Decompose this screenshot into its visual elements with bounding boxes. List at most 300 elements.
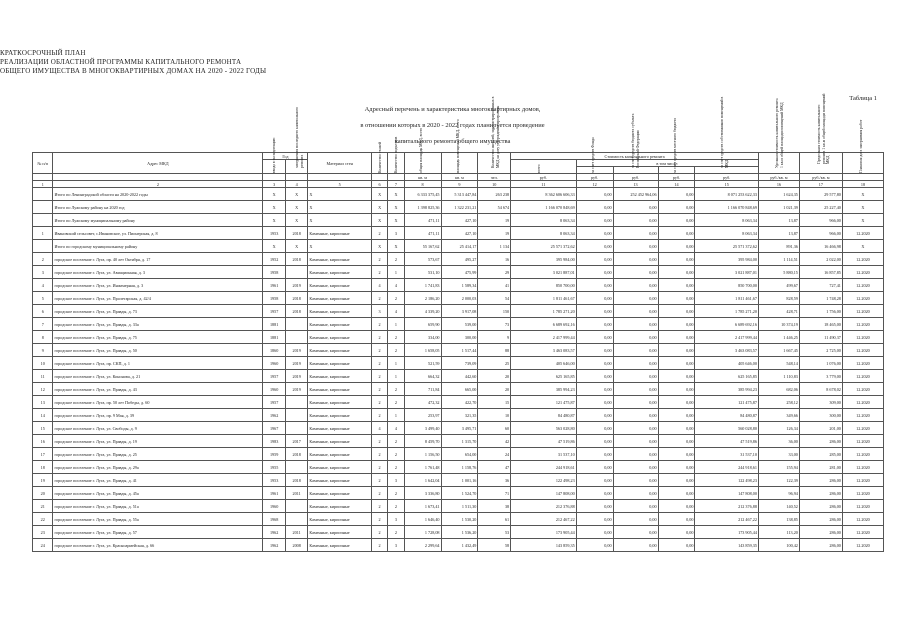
table-cell: 0,00 xyxy=(658,383,695,396)
table-cell: 22 xyxy=(33,513,53,526)
header-cost-group: Стоимость капитального ремонта xyxy=(511,153,759,160)
table-cell: 19 xyxy=(33,474,53,487)
table-row xyxy=(33,396,884,409)
table-cell: 212 467,22 xyxy=(695,513,759,526)
table-cell: 244 918,61 xyxy=(511,461,577,474)
table-cell: 1955 xyxy=(263,461,286,474)
table-cell: 625 165,85 xyxy=(511,370,577,383)
document-title xyxy=(0,49,905,76)
header-region: за счет средств бюджета субъекта Российской Федерации xyxy=(613,167,658,174)
table-cell: 0,00 xyxy=(576,318,613,331)
table-cell: 2 000,03 xyxy=(441,292,478,305)
table-cell: 2 417 999,44 xyxy=(695,331,759,344)
table-cell: Х xyxy=(371,240,387,253)
table-cell: 2008 xyxy=(285,539,308,552)
table-cell: городское поселение г. Луга, ул. Правды, д. 19 xyxy=(53,435,263,448)
table-cell: Х xyxy=(388,240,404,253)
table-cell: 71 xyxy=(478,487,511,500)
subtitle-line-3: капитального ремонта общего имущества xyxy=(394,138,511,145)
table-cell: 147 808,00 xyxy=(511,487,577,500)
table-cell: 0,00 xyxy=(576,253,613,266)
table-cell xyxy=(285,409,308,422)
table-cell: 0,00 xyxy=(613,240,658,253)
table-cell: 0,00 xyxy=(576,266,613,279)
title-line-2: РЕАЛИЗАЦИИ ОБЛАСТНОЙ ПРОГРАММЫ КАПИТАЛЬНОГО РЕМОНТА xyxy=(0,58,242,66)
table-cell: Каменные, кирпичные xyxy=(308,526,371,539)
table-cell: 0,00 xyxy=(576,409,613,422)
table-cell: 1962 xyxy=(263,539,286,552)
header-incl: в том числе: xyxy=(576,160,758,167)
table-cell: 0,00 xyxy=(576,461,613,474)
table-cell: 12.2020 xyxy=(842,227,883,240)
table-cell: Каменные, кирпичные xyxy=(308,474,371,487)
table-row xyxy=(33,370,884,383)
table-cell: 0,00 xyxy=(658,357,695,370)
table-cell: 2 725,00 xyxy=(799,344,842,357)
table-cell: 15 xyxy=(478,396,511,409)
table-cell: 2 022,00 xyxy=(799,253,842,266)
table-cell: 1 642,04 xyxy=(404,474,441,487)
table-cell: городское поселение г. Луга, ул. Правды, д. 25 xyxy=(53,448,263,461)
table-cell: Каменные, кирпичные xyxy=(308,500,371,513)
header-owners: за счет средств собственников помещений в МКД xyxy=(695,167,759,174)
table-cell: 3 xyxy=(263,181,286,188)
table-cell: Х xyxy=(371,201,387,214)
table-cell: 2019 xyxy=(285,357,308,370)
table-cell: 140,52 xyxy=(758,500,799,513)
table-cell: 258,12 xyxy=(758,396,799,409)
table-cell: 1 xyxy=(388,370,404,383)
table-cell: 664,32 xyxy=(404,370,441,383)
table-cell: 2018 xyxy=(285,448,308,461)
table-row xyxy=(33,331,884,344)
table-cell: 0,00 xyxy=(658,422,695,435)
table-cell: 0,00 xyxy=(613,435,658,448)
table-cell: 0,00 xyxy=(658,370,695,383)
table-cell: 0,00 xyxy=(658,279,695,292)
table-cell: 286,00 xyxy=(799,487,842,500)
table-cell: 2 xyxy=(371,292,387,305)
table-cell: городское поселение г. Луга, пр. 50 лет Победы, д. 60 xyxy=(53,396,263,409)
table-cell: 6 xyxy=(371,181,387,188)
table-row xyxy=(33,409,884,422)
header-floors: Количество этажей xyxy=(371,153,387,174)
table-cell: 0,00 xyxy=(613,487,658,500)
table-cell: Х xyxy=(308,188,371,201)
table-cell: 1957 xyxy=(263,305,286,318)
table-cell: 422,70 xyxy=(441,396,478,409)
table-cell: 4 xyxy=(371,422,387,435)
table-cell: 42 xyxy=(478,435,511,448)
table-cell: 12.2020 xyxy=(842,370,883,383)
table-cell: 3 xyxy=(371,305,387,318)
table-cell: 212 376,88 xyxy=(511,500,577,513)
table-cell: 2018 xyxy=(285,253,308,266)
table-cell: 1 076,00 xyxy=(799,357,842,370)
table-row xyxy=(33,240,884,253)
table-cell: 1 785 271,20 xyxy=(695,305,759,318)
table-cell: 9 xyxy=(33,344,53,357)
table-cell: 1957 xyxy=(263,370,286,383)
table-cell: 2019 xyxy=(285,279,308,292)
table-cell: 173 905,44 xyxy=(695,526,759,539)
table-cell: 1962 xyxy=(263,409,286,422)
table-cell: 0,00 xyxy=(576,370,613,383)
table-cell: 6 689 692,16 xyxy=(695,318,759,331)
table-cell: 25 xyxy=(478,357,511,370)
table-cell: 286,00 xyxy=(799,474,842,487)
table-cell: 6 xyxy=(33,305,53,318)
table-cell: 13 xyxy=(613,181,658,188)
table-row xyxy=(33,253,884,266)
table-cell: 0,00 xyxy=(576,305,613,318)
table-cell: 2 417 999,44 xyxy=(511,331,577,344)
header-residents: Количество жителей, зарегистрированных в МКД на дату утверждения программы xyxy=(478,153,511,174)
table-cell: 73 xyxy=(478,318,511,331)
table-cell: 539,00 xyxy=(441,318,478,331)
table-cell: 0,00 xyxy=(613,448,658,461)
table-cell: 0,00 xyxy=(576,383,613,396)
table-cell: 0,00 xyxy=(576,227,613,240)
table-cell: 3 xyxy=(388,539,404,552)
table-cell: 891,36 xyxy=(758,240,799,253)
table-cell: 2 xyxy=(371,370,387,383)
table-cell: 2 xyxy=(33,253,53,266)
table-cell: 395 984,00 xyxy=(695,253,759,266)
table-cell: 2 xyxy=(371,487,387,500)
table-cell: 1860 xyxy=(263,344,286,357)
table-cell: Каменные, кирпичные xyxy=(308,318,371,331)
table-cell: 0,00 xyxy=(576,396,613,409)
table-cell: 2 xyxy=(388,292,404,305)
table-cell: 850 700,00 xyxy=(511,279,577,292)
table-cell: 61 xyxy=(478,513,511,526)
table-cell: 428,71 xyxy=(758,305,799,318)
table-cell: 9 xyxy=(441,181,478,188)
table-cell: 16 466,98 xyxy=(799,240,842,253)
table-cell: 8 063,34 xyxy=(695,214,759,227)
table-cell: 11 490,37 xyxy=(799,331,842,344)
table-cell: 0,00 xyxy=(613,409,658,422)
table-cell: 12.2020 xyxy=(842,539,883,552)
table-cell: 121 475,87 xyxy=(695,396,759,409)
table-cell: 0,00 xyxy=(613,292,658,305)
table-cell: 4 xyxy=(388,305,404,318)
table-cell: 2019 xyxy=(285,370,308,383)
table-cell: 122 498,23 xyxy=(695,474,759,487)
table-cell: 12.2020 xyxy=(842,513,883,526)
header-local: за счет средств местного бюджета xyxy=(658,167,695,174)
title-line-1: КРАТКОСРОЧНЫЙ ПЛАН xyxy=(0,49,86,57)
table-cell: 17 xyxy=(799,181,842,188)
table-cell: 25 227,40 xyxy=(799,201,842,214)
header-total: всего xyxy=(511,160,577,174)
table-cell: 8 362 606 606,33 xyxy=(511,188,577,201)
table-cell: руб. xyxy=(613,174,658,181)
table-cell: 12.2020 xyxy=(842,253,883,266)
table-cell: 1 156,50 xyxy=(404,448,441,461)
table-cell: 5 313 447,84 xyxy=(441,188,478,201)
table-cell: 727,41 xyxy=(799,279,842,292)
table-cell: 385 994,23 xyxy=(511,383,577,396)
table-cell: 472,32 xyxy=(404,396,441,409)
title-line-3: ОБЩЕГО ИМУЩЕСТВА В МНОГОКВАРТИРНЫХ ДОМАХ НА 2020 - 2022 ГОДЫ xyxy=(0,67,267,75)
table-cell: городское поселение г. Луга, пр. 40 лет Октября, д. 17 xyxy=(53,253,263,266)
table-cell: 18 465,00 xyxy=(799,318,842,331)
table-cell: Каменные, кирпичные xyxy=(308,422,371,435)
table-cell: 0,00 xyxy=(613,201,658,214)
table-cell: Каменные, кирпичные xyxy=(308,305,371,318)
table-cell: 2 186,20 xyxy=(404,292,441,305)
table-cell: 17 xyxy=(33,448,53,461)
table-cell: 442,60 xyxy=(441,370,478,383)
table-cell: 2019 xyxy=(285,383,308,396)
column-numbers-row xyxy=(33,181,884,188)
table-cell: 2 xyxy=(371,266,387,279)
table-cell: 0,00 xyxy=(576,513,613,526)
table-cell xyxy=(308,174,371,181)
table-row xyxy=(33,474,884,487)
table-cell: 12.2020 xyxy=(842,409,883,422)
header-no: № п/п xyxy=(33,153,53,174)
table-cell: 1 741,83 xyxy=(404,279,441,292)
table-cell: 0,00 xyxy=(613,305,658,318)
table-cell: 100,42 xyxy=(758,539,799,552)
table-cell: 4 xyxy=(371,279,387,292)
table-cell: 1960 xyxy=(263,500,286,513)
table-cell: 38 xyxy=(478,500,511,513)
table-cell: городское поселение г. Луга, ул. Правды, д. 57 xyxy=(53,526,263,539)
table-cell: 58 xyxy=(478,539,511,552)
table-cell: 8 678,02 xyxy=(799,383,842,396)
table-cell: 3 xyxy=(388,227,404,240)
table-cell: 4 339,20 xyxy=(404,305,441,318)
table-cell: Х xyxy=(388,214,404,227)
table-cell: 0,00 xyxy=(658,513,695,526)
table-cell: 281,00 xyxy=(799,461,842,474)
table-cell: 286,00 xyxy=(799,513,842,526)
table-cell: 7 xyxy=(33,318,53,331)
table-cell: Итого по Лужскому муниципальному району xyxy=(53,214,263,227)
table-cell: 573,67 xyxy=(404,253,441,266)
table-cell: городское поселение г. Луга, ул. Правды, д. 73 xyxy=(53,305,263,318)
table-cell: 285,00 xyxy=(799,448,842,461)
table-cell: 1968 xyxy=(263,513,286,526)
table-cell: Х xyxy=(308,240,371,253)
table-cell: 14 xyxy=(658,181,695,188)
table-cell: 395 984,00 xyxy=(511,253,577,266)
table-cell: 150 xyxy=(478,305,511,318)
table-cell: 9 xyxy=(478,331,511,344)
table-cell: Каменные, кирпичные xyxy=(308,461,371,474)
table-cell: Каменные, кирпичные xyxy=(308,539,371,552)
table-row xyxy=(33,513,884,526)
table-cell: 24 xyxy=(478,448,511,461)
table-cell: 563 028,80 xyxy=(511,422,577,435)
table-cell: 12.2020 xyxy=(842,331,883,344)
table-cell: 12.2020 xyxy=(842,292,883,305)
table-cell: 0,00 xyxy=(658,201,695,214)
header-year-group: Год xyxy=(263,153,308,160)
table-cell: 1 511,30 xyxy=(441,500,478,513)
table-cell: Х xyxy=(842,188,883,201)
table-cell: 12.2020 xyxy=(842,305,883,318)
table-cell: 0,00 xyxy=(576,292,613,305)
table-cell: 385 994,23 xyxy=(695,383,759,396)
header-area-living: площадь помещений МКД, всего xyxy=(441,153,478,174)
table-cell xyxy=(285,422,308,435)
table-cell: 3 463 083,57 xyxy=(511,344,577,357)
header-fund: за счет средств Фонда xyxy=(576,167,613,174)
table-cell: 1 xyxy=(388,266,404,279)
table-cell: 2 xyxy=(388,500,404,513)
table-cell: 24 xyxy=(33,539,53,552)
table-cell: 6 689 692,16 xyxy=(511,318,577,331)
table-cell: 405 646,00 xyxy=(695,357,759,370)
table-cell: Х xyxy=(263,188,286,201)
table-cell: 1961 xyxy=(263,487,286,500)
table-cell: 36 xyxy=(478,474,511,487)
table-cell: 0,00 xyxy=(658,214,695,227)
table-cell: 1 166 070 848,69 xyxy=(511,201,577,214)
table-cell: 15 xyxy=(695,181,759,188)
table-cell: 300,00 xyxy=(799,409,842,422)
table-cell xyxy=(53,174,263,181)
table-cell: Х xyxy=(308,214,371,227)
table-cell: 0,00 xyxy=(658,500,695,513)
table-cell: 2 xyxy=(371,344,387,357)
table-cell: 1881 xyxy=(263,331,286,344)
table-cell: 5 xyxy=(33,292,53,305)
table-cell: 212 376,88 xyxy=(695,500,759,513)
table-cell: 1 785 271,20 xyxy=(511,305,577,318)
table-cell: Х xyxy=(285,240,308,253)
table-cell: 2 xyxy=(388,383,404,396)
table-cell xyxy=(285,174,308,181)
table-cell: 665,00 xyxy=(441,383,478,396)
table-cell: Х xyxy=(263,240,286,253)
table-cell: 2 xyxy=(388,448,404,461)
table-row xyxy=(33,318,884,331)
column-numbers-line xyxy=(33,181,884,188)
table-cell: 3 xyxy=(33,266,53,279)
table-cell: 2 299,64 xyxy=(404,539,441,552)
table-cell: 0,00 xyxy=(576,539,613,552)
table-cell: 3 779,00 xyxy=(799,370,842,383)
table-cell: 13,87 xyxy=(758,214,799,227)
table-cell: 0,00 xyxy=(576,435,613,448)
table-row xyxy=(33,279,884,292)
table-cell: 25 414,17 xyxy=(441,240,478,253)
table-cell: 12.2020 xyxy=(842,474,883,487)
table-number: Таблица 1 xyxy=(849,95,877,102)
table-cell: 4 xyxy=(285,181,308,188)
table-cell: 12.2020 xyxy=(842,500,883,513)
subtitle-line-1: Адресный перечень и характеристика многоквартирных домов, xyxy=(364,106,541,113)
table-cell: 13 xyxy=(33,396,53,409)
table-cell: 321,35 xyxy=(441,409,478,422)
table-cell: 1 536,20 xyxy=(441,526,478,539)
table-cell xyxy=(371,174,387,181)
header-year-last: завершения последнего капитального ремонта xyxy=(285,160,308,174)
table-cell: 499,67 xyxy=(758,279,799,292)
table-cell: 1 110,83 xyxy=(758,370,799,383)
table-cell: городское поселение г. Луга, ул. Правды, д. 50 xyxy=(53,344,263,357)
table-cell: 300,00 xyxy=(441,331,478,344)
table-row xyxy=(33,422,884,435)
table-cell: Х xyxy=(371,188,387,201)
table-cell: 8 xyxy=(404,181,441,188)
table-cell: 0,00 xyxy=(613,357,658,370)
table-cell: руб./кв. м xyxy=(758,174,799,181)
table-cell xyxy=(285,461,308,474)
table-cell: 2 xyxy=(371,227,387,240)
table-cell: 1 811 461,67 xyxy=(695,292,759,305)
table-cell: 244 918,61 xyxy=(695,461,759,474)
table-cell: Каменные, кирпичные xyxy=(308,448,371,461)
table-cell: 1 748,28 xyxy=(799,292,842,305)
table-cell: 2 xyxy=(371,435,387,448)
table-cell: 8 071 253 622,33 xyxy=(695,188,759,201)
table-cell: 18 xyxy=(33,461,53,474)
table-cell: 0,00 xyxy=(658,240,695,253)
table-cell: 495,27 xyxy=(441,253,478,266)
table-cell: 54 xyxy=(478,292,511,305)
table-cell: 4 xyxy=(388,279,404,292)
table-cell: городское поселение г. Луга, ул. Правды, д. 43 xyxy=(53,383,263,396)
table-cell: городское поселение г. Луга, ул. Инженерная, д. 3 xyxy=(53,279,263,292)
header-entrances: Количество подъездов xyxy=(388,153,404,174)
table-cell: 4 xyxy=(33,279,53,292)
table-cell: 11 xyxy=(511,181,577,188)
table-cell: 0,00 xyxy=(613,331,658,344)
table-row xyxy=(33,526,884,539)
table-cell: 2 xyxy=(371,383,387,396)
table-cell: 548,14 xyxy=(758,357,799,370)
table-cell: 0,00 xyxy=(658,227,695,240)
table-cell: 33,00 xyxy=(758,448,799,461)
table-cell: 15 xyxy=(33,422,53,435)
table-cell: 8 063,34 xyxy=(511,227,577,240)
table-cell: 2 xyxy=(371,357,387,370)
table-cell: кв. м xyxy=(441,174,478,181)
table-cell: 138,85 xyxy=(758,513,799,526)
table-cell: 10 374,19 xyxy=(758,318,799,331)
table-row xyxy=(33,266,884,279)
table-cell: руб. xyxy=(576,174,613,181)
table-cell: 47 519,86 xyxy=(695,435,759,448)
table-cell: 143 859,35 xyxy=(511,539,577,552)
table-cell: 84 480,87 xyxy=(511,409,577,422)
table-cell: 682,06 xyxy=(758,383,799,396)
table-cell: 2 xyxy=(388,344,404,357)
table-cell: 1 589,34 xyxy=(441,279,478,292)
table-cell xyxy=(33,174,53,181)
table-cell: Х xyxy=(842,214,883,227)
header-date: Плановая дата завершения работ xyxy=(842,153,883,174)
table-cell: 0,00 xyxy=(576,474,613,487)
table-cell: 1 624,35 xyxy=(758,188,799,201)
table-cell: 2 xyxy=(388,396,404,409)
table-cell: 113,20 xyxy=(758,526,799,539)
header-unit-cost: Удельная стоимость капитального ремонта 1 кв.м общей площади помещений МКД xyxy=(758,153,799,174)
table-cell xyxy=(285,331,308,344)
table-cell: 14 xyxy=(33,409,53,422)
table-cell: 334,00 xyxy=(404,331,441,344)
table-cell: 12.2020 xyxy=(842,357,883,370)
table-cell: 1 114,51 xyxy=(758,253,799,266)
table-cell: 16 xyxy=(33,435,53,448)
